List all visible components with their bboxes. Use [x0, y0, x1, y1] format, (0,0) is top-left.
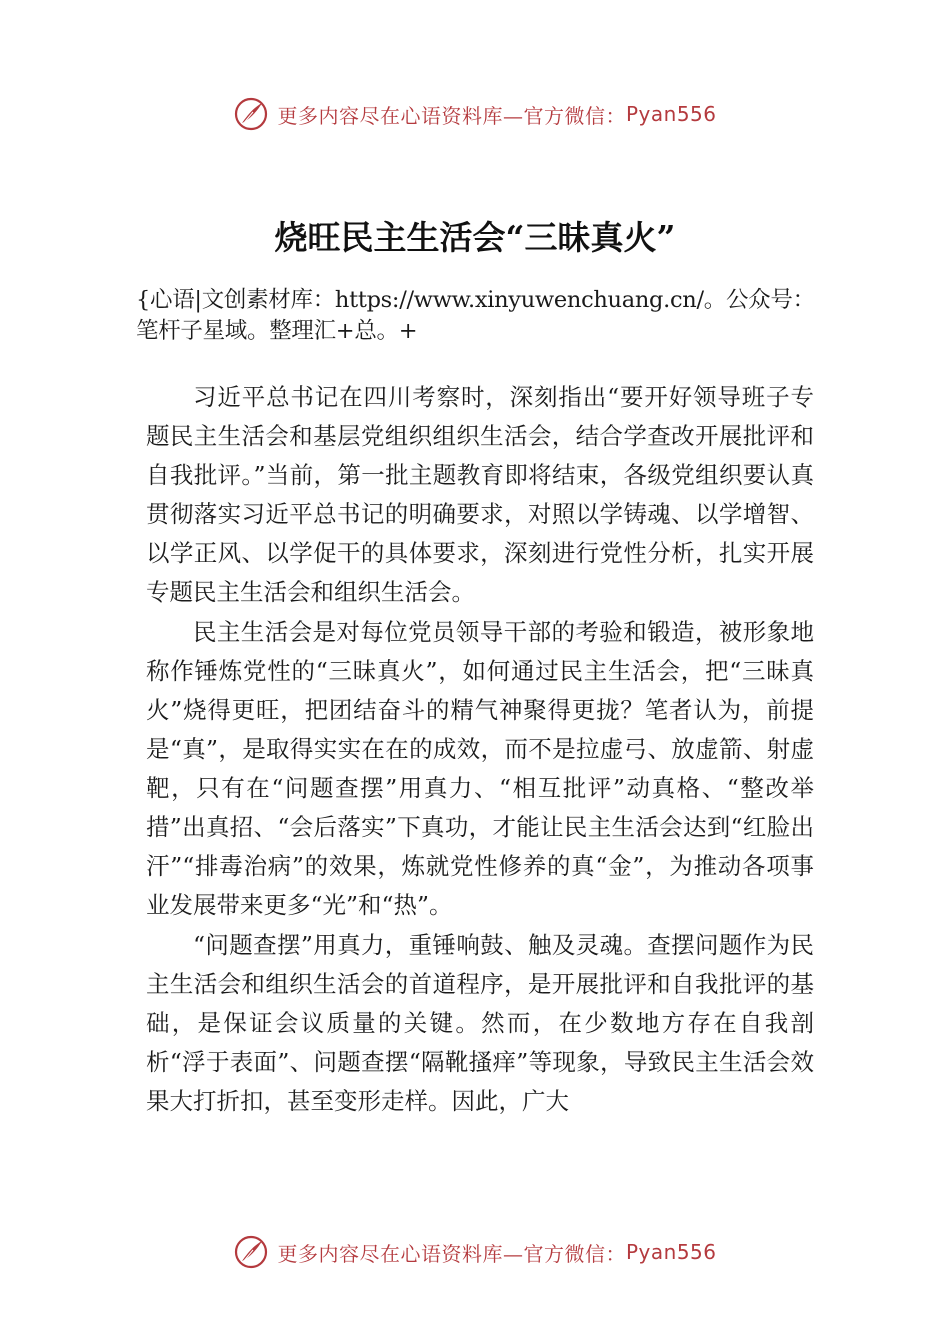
document-body: [146, 378, 814, 1121]
feather-pen-seal-icon: [233, 1234, 269, 1270]
feather-pen-seal-icon: [233, 96, 269, 132]
header-wechat-handle: Pyan556: [625, 102, 717, 126]
footer-banner-text: 更多内容尽在心语资料库—官方微信：: [277, 1241, 626, 1266]
source-line: {心语|文创素材库：https://www.xinyuwenchuang.cn/。公众号：笔杆子星域。整理汇+总。+: [136, 287, 815, 344]
header-banner: [0, 92, 950, 136]
header-banner-text: 更多内容尽在心语资料库—官方微信：: [277, 103, 626, 128]
footer-banner: [0, 1230, 950, 1274]
footer-wechat-handle: Pyan556: [625, 1240, 717, 1264]
paragraph-2: 民主生活会是对每位党员领导干部的考验和锻造，被形象地称作锤炼党性的“三昧真火”，如何通过民主生活会，把“三昧真火”烧得更旺，把团结奋斗的精气神聚得更拢？笔者认为，前提是“真”，是取得实实在在的成效，而不是拉虚弓、放虚箭、射虚靶，只有在“问题查摆”用真力、“相互批评”动真格、“整改举措”出真招、“会后落实”下真功，才能让民主生活会达到“红脸出汗”“排毒治病”的效果，炼就党性修养的真“金”，为推动各项事业发展带来更多“光”和“热”。: [146, 618, 814, 919]
document-title: 烧旺民主生活会“三昧真火”: [274, 218, 676, 257]
paragraph-3: “问题查摆”用真力，重锤响鼓、触及灵魂。查摆问题作为民主生活会和组织生活会的首道程序，是开展批评和自我批评的基础，是保证会议质量的关键。然而，在少数地方存在自我剖析“浮于表面”、问题查摆“隔靴搔痒”等现象，导致民主生活会效果大打折扣，甚至变形走样。因此，广大: [146, 931, 814, 1115]
paragraph-1: 习近平总书记在四川考察时，深刻指出“要开好领导班子专题民主生活会和基层党组织组织生活会，结合学查改开展批评和自我批评。”当前，第一批主题教育即将结束，各级党组织要认真贯彻落实习近平总书记的明确要求，对照以学铸魂、以学增智、以学正风、以学促干的具体要求，深刻进行党性分析，扎实开展专题民主生活会和组织生活会。: [146, 383, 814, 606]
